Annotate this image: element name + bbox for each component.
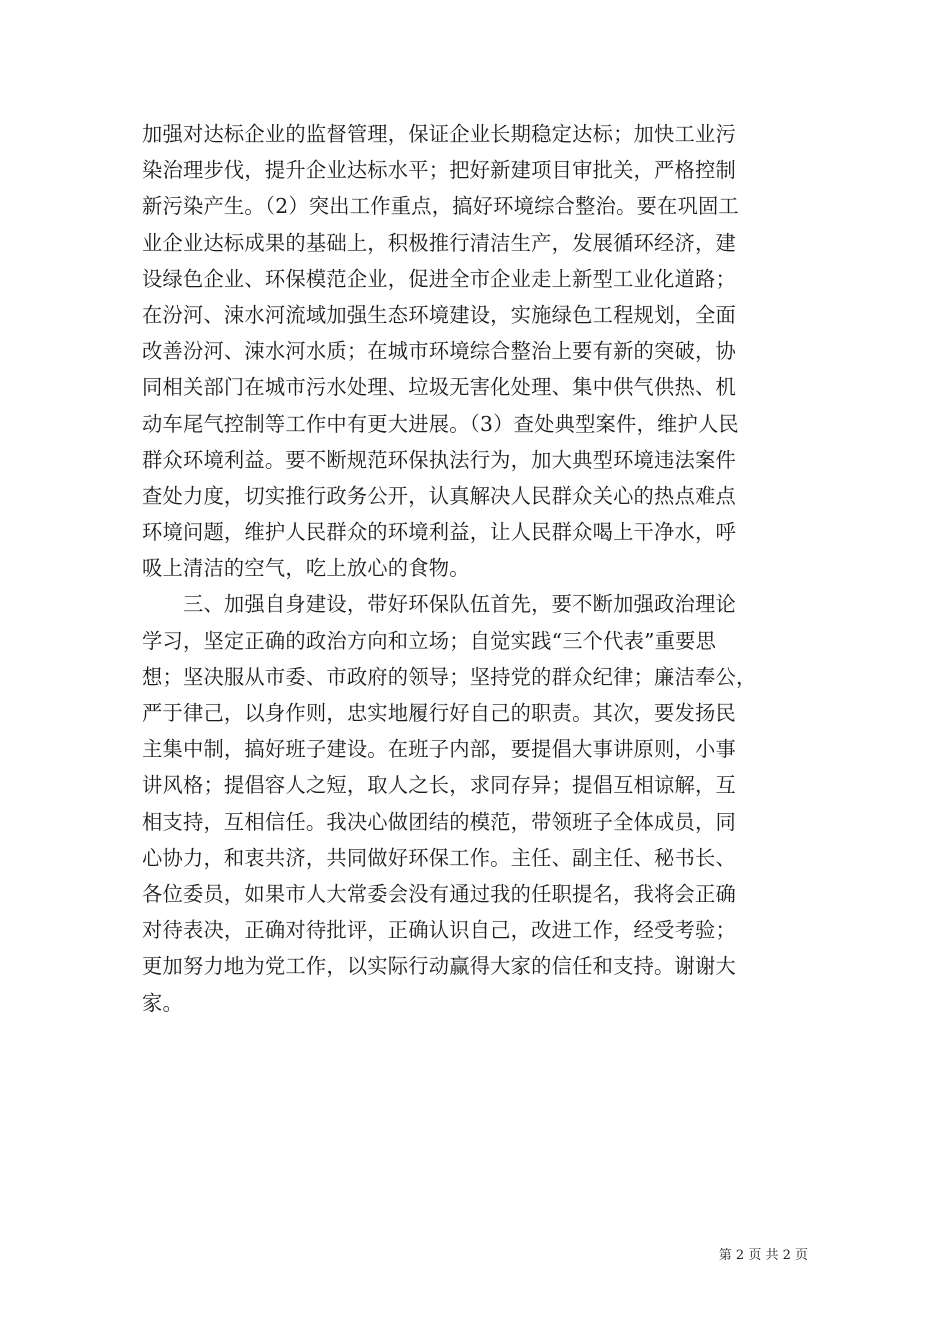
text-line: 讲风格；提倡容人之短，取人之长，求同存异；提倡互相谅解，互 [142,773,736,798]
text-line: 群众环境利益。要不断规范环保执法行为，加大典型环境违法案件 [142,447,736,472]
text-line: 想；坚决服从市委、市政府的领导；坚持党的群众纪律；廉洁奉公， [142,664,757,689]
text-line: 家。 [142,990,183,1015]
text-line: 动车尾气控制等工作中有更大进展。（3）查处典型案件，维护人民 [142,411,739,436]
text-line: 对待表决，正确对待批评，正确认识自己，改进工作，经受考验； [142,918,736,943]
page-footer: 第 2 页 共 2 页 [718,1248,808,1263]
text-line: 查处力度，切实推行政务公开，认真解决人民群众关心的热点难点 [142,483,736,508]
text-line: 业企业达标成果的基础上，积极推行清洁生产，发展循环经济，建 [142,230,736,255]
text-line: 吸上清洁的空气，吃上放心的食物。 [142,556,470,581]
body-text [142,116,810,1021]
text-line: 心协力，和衷共济，共同做好环保工作。主任、副主任、秘书长、 [142,845,736,870]
text-line: 加强对达标企业的监督管理，保证企业长期稳定达标；加快工业污 [142,122,736,146]
text-line: 各位委员，如果市人大常委会没有通过我的任职提名，我将会正确 [142,881,736,906]
text-line: 同相关部门在城市污水处理、垃圾无害化处理、集中供气供热、机 [142,375,736,400]
text-line: 更加努力地为党工作，以实际行动赢得大家的信任和支持。谢谢大 [142,954,736,979]
text-line: 严于律己，以身作则，忠实地履行好自己的职责。其次，要发扬民 [142,701,736,725]
text-line: 新污染产生。（2）突出工作重点，搞好环境综合整治。要在巩固工 [142,194,739,219]
text-line: 主集中制，搞好班子建设。在班子内部，要提倡大事讲原则，小事 [142,737,736,762]
text-line: 学习，坚定正确的政治方向和立场；自觉实践“三个代表”重要思 [142,628,717,653]
text-line: 三、加强自身建设，带好环保队伍首先，要不断加强政治理论 [142,592,736,617]
text-line: 染治理步伐，提升企业达标水平；把好新建项目审批关，严格控制 [142,158,736,183]
text-line: 设绿色企业、环保模范企业，促进全市企业走上新型工业化道路； [142,266,736,291]
text-line: 改善汾河、涑水河水质；在城市环境综合整治上要有新的突破，协 [142,339,736,364]
text-line: 环境问题，维护人民群众的环境利益，让人民群众喝上干净水，呼 [142,520,736,545]
text-line: 相支持，互相信任。我决心做团结的模范，带领班子全体成员，同 [142,809,736,834]
text-line: 在汾河、涑水河流域加强生态环境建设，实施绿色工程规划，全面 [142,302,736,327]
